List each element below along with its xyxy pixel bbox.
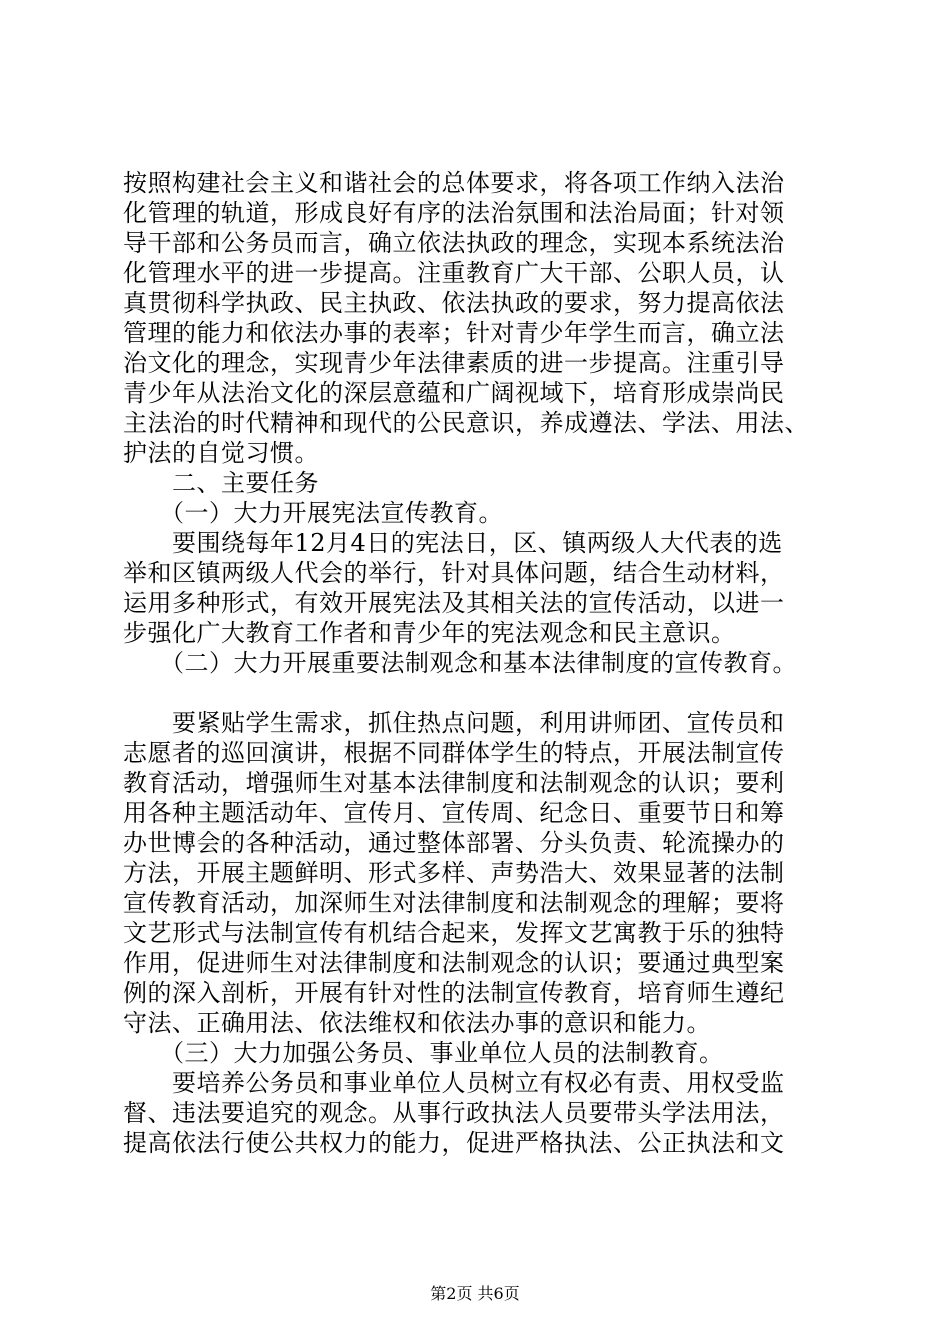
section-heading: 二、主要任务: [123, 469, 319, 497]
subsection-heading: （一）大力开展宪法宣传教育。: [123, 499, 503, 527]
text-line: 志愿者的巡回演讲，根据不同群体学生的特点，开展法制宣传: [123, 739, 785, 767]
text-line: 化管理的轨道，形成良好有序的法治氛围和法治局面；针对领: [123, 199, 785, 227]
text-line: 按照构建社会主义和谐社会的总体要求，将各项工作纳入法治: [123, 169, 785, 197]
text-line: 用各种主题活动年、宣传月、宣传周、纪念日、重要节日和筹: [123, 799, 785, 827]
text-line: 要紧贴学生需求，抓住热点问题，利用讲师团、宣传员和: [123, 709, 785, 737]
text-line: 宣传教育活动，加深师生对法律制度和法制观念的理解；要将: [123, 889, 785, 917]
page-footer: 第2页 共6页: [430, 1284, 520, 1303]
text-line: 导干部和公务员而言，确立依法执政的理念，实现本系统法治: [123, 229, 785, 257]
text-line: 举和区镇两级人代会的举行，针对具体问题，结合生动材料，: [123, 559, 785, 587]
text-line: 化管理水平的进一步提高。注重教育广大干部、公职人员，认: [123, 259, 785, 287]
subsection-heading: （二）大力开展重要法制观念和基本法律制度的宣传教育。: [123, 649, 797, 677]
text-line: 例的深入剖析，开展有针对性的法制宣传教育，培育师生遵纪: [123, 979, 785, 1007]
text-line: 提高依法行使公共权力的能力，促进严格执法、公正执法和文: [123, 1129, 785, 1157]
text-line: 青少年从法治文化的深层意蕴和广阔视域下，培育形成崇尚民: [123, 379, 785, 407]
text-line: 要培养公务员和事业单位人员树立有权必有责、用权受监: [123, 1069, 785, 1097]
text-line: 文艺形式与法制宣传有机结合起来，发挥文艺寓教于乐的独特: [123, 919, 785, 947]
text-line: 管理的能力和依法办事的表率；针对青少年学生而言，确立法: [123, 319, 785, 347]
text-line: 步强化广大教育工作者和青少年的宪法观念和民主意识。: [123, 619, 736, 647]
text-line: 办世博会的各种活动，通过整体部署、分头负责、轮流操办的: [123, 829, 785, 857]
text-line: 护法的自觉习惯。: [123, 439, 319, 467]
text-line: 主法治的时代精神和现代的公民意识，养成遵法、学法、用法、: [123, 409, 809, 437]
text-line: 运用多种形式，有效开展宪法及其相关法的宣传活动，以进一: [123, 589, 785, 617]
text-line: 治文化的理念，实现青少年法律素质的进一步提高。注重引导: [123, 349, 785, 377]
text-line: 守法、正确用法、依法维权和依法办事的意识和能力。: [123, 1009, 711, 1037]
text-line: 作用，促进师生对法律制度和法制观念的认识；要通过典型案: [123, 949, 785, 977]
text-line: 方法，开展主题鲜明、形式多样、声势浩大、效果显著的法制: [123, 859, 785, 887]
text-line: 真贯彻科学执政、民主执政、依法执政的要求，努力提高依法: [123, 289, 785, 317]
subsection-heading: （三）大力加强公务员、事业单位人员的法制教育。: [123, 1039, 724, 1067]
text-line: 督、违法要追究的观念。从事行政执法人员要带头学法用法，: [123, 1099, 785, 1127]
document-body: [123, 168, 835, 1158]
text-line: 教育活动，增强师生对基本法律制度和法制观念的认识；要利: [123, 769, 785, 797]
text-line: 要围绕每年12月4日的宪法日，区、镇两级人大代表的选: [123, 529, 783, 557]
blank-line: [123, 678, 835, 708]
